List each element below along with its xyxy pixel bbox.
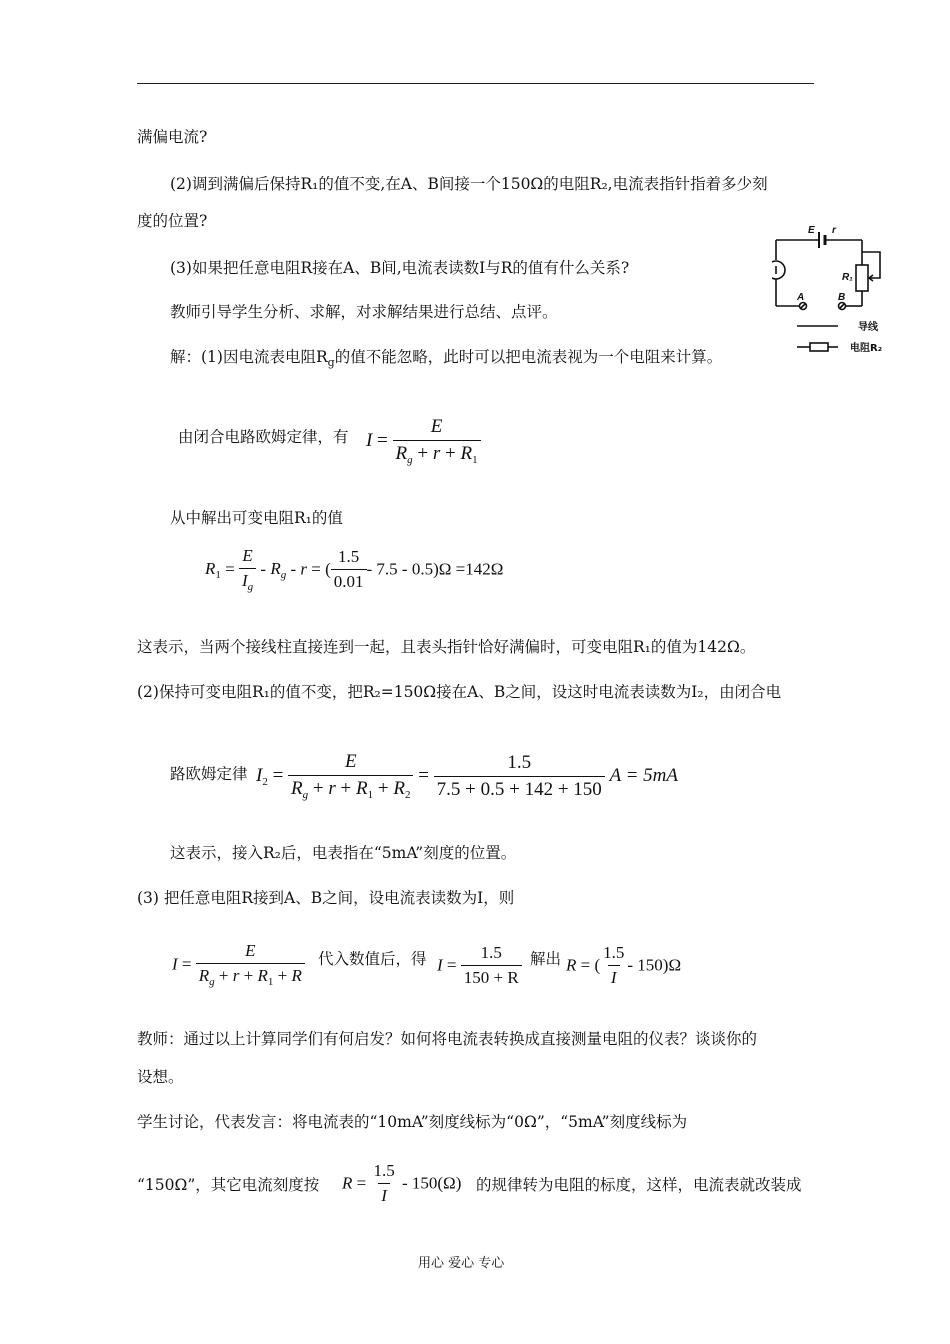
part-2-line2: 路欧姆定律 <box>170 765 248 783</box>
equation-current-I-general: I = $\frac{E}{R_g + r + R_1 + R}$ <box>172 941 305 988</box>
terminal-A-mark <box>801 304 806 309</box>
label-A: A <box>797 292 805 303</box>
part-3-intro: (3) 把任意电阻R接到A、B之间，设电流表读数为I，则 <box>137 889 515 907</box>
question-2-line2: 度的位置? <box>137 212 208 230</box>
equation-current-I: I = $\frac{E}{R_g + r + R_1}$ <box>366 416 481 466</box>
paragraph-full-scale-current: 满偏电流? <box>137 128 208 146</box>
legend-resistor-label: 电阻R₂ <box>850 343 883 354</box>
student-discussion-line2-a: “150Ω”，其它电流刻度按 <box>137 1176 320 1194</box>
circuit-diagram <box>772 222 902 360</box>
label-R1: R₁ <box>842 272 853 283</box>
equation-current-I2: $I_2$ = $\frac{E}{R_g + r + R_1 + R_2}$ = $\frac{1.5}{7.5 + 0.5 + 142 + 150}$ A = 5mA <box>256 751 678 801</box>
terminal-B-mark <box>840 304 845 309</box>
solve-out-text: 解出 <box>530 950 562 968</box>
ammeter-symbol <box>772 261 785 279</box>
equation-resistance-R: R = ( $\frac{1.5}{I}$ - 150)Ω <box>566 943 682 987</box>
equation-r1-value: $R_1$ = $\frac{E}{I_g}$ - $R_g$ - r = ( $\frac{1.5}{0.01}$ - 7.5 - 0.5)Ω =142Ω <box>205 546 504 593</box>
solution-part-1: 解：(1)因电流表电阻$R_g$的值不能忽略，此时可以把电流表视为一个电阻来计算。 <box>170 348 723 369</box>
header-rule <box>137 83 814 84</box>
meaning-r1: 这表示，当两个接线柱直接连到一起，且表头指针恰好满偏时，可变电阻R₁的值为142Ω。 <box>137 638 756 656</box>
label-E: E <box>808 225 815 236</box>
question-3: (3)如果把任意电阻R接在A、B间,电流表读数I与R的值有什么关系? <box>170 259 630 277</box>
ohm-law-intro: 由闭合电路欧姆定律，有 <box>178 428 349 446</box>
question-2-line1: (2)调到满偏后保持R₁的值不变,在A、B间接一个150Ω的电阻R₂,电流表指针指着多少刻 <box>170 175 768 193</box>
label-B: B <box>838 292 846 303</box>
page-footer: 用心 爱心 专心 <box>418 1256 505 1271</box>
substitute-text: 代入数值后，得 <box>318 950 427 968</box>
equation-scale-rule: R = $\frac{1.5}{I}$ - 150(Ω) <box>342 1161 462 1205</box>
student-discussion-line2-b: 的规律转为电阻的标度，这样，电流表就改装成 <box>476 1176 802 1194</box>
teacher-question-line1: 教师：通过以上计算同学们有何启发？如何将电流表转换成直接测量电阻的仪表？谈谈你的 <box>137 1030 758 1048</box>
teacher-guidance: 教师引导学生分析、求解，对求解结果进行总结、点评。 <box>170 303 558 321</box>
label-r: r <box>832 225 836 236</box>
teacher-question-line2: 设想。 <box>137 1068 184 1086</box>
equation-current-numeric: I = $\frac{1.5}{150 + R}$ <box>437 943 522 988</box>
legend-wire-label: 导线 <box>858 322 878 333</box>
legend-resistor-box <box>810 343 828 351</box>
meaning-5mA: 这表示，接入R₂后，电表指在“5mA”刻度的位置。 <box>170 844 517 862</box>
part-2-line1: (2)保持可变电阻R₁的值不变，把R₂=150Ω接在A、B之间，设这时电流表读数为I₂，由闭合电 <box>137 683 782 701</box>
solve-r1-intro: 从中解出可变电阻R₁的值 <box>170 509 343 527</box>
student-discussion-line1: 学生讨论，代表发言：将电流表的“10mA”刻度线标为“0Ω”，“5mA”刻度线标为 <box>137 1113 688 1131</box>
rheostat-R1 <box>856 265 868 291</box>
